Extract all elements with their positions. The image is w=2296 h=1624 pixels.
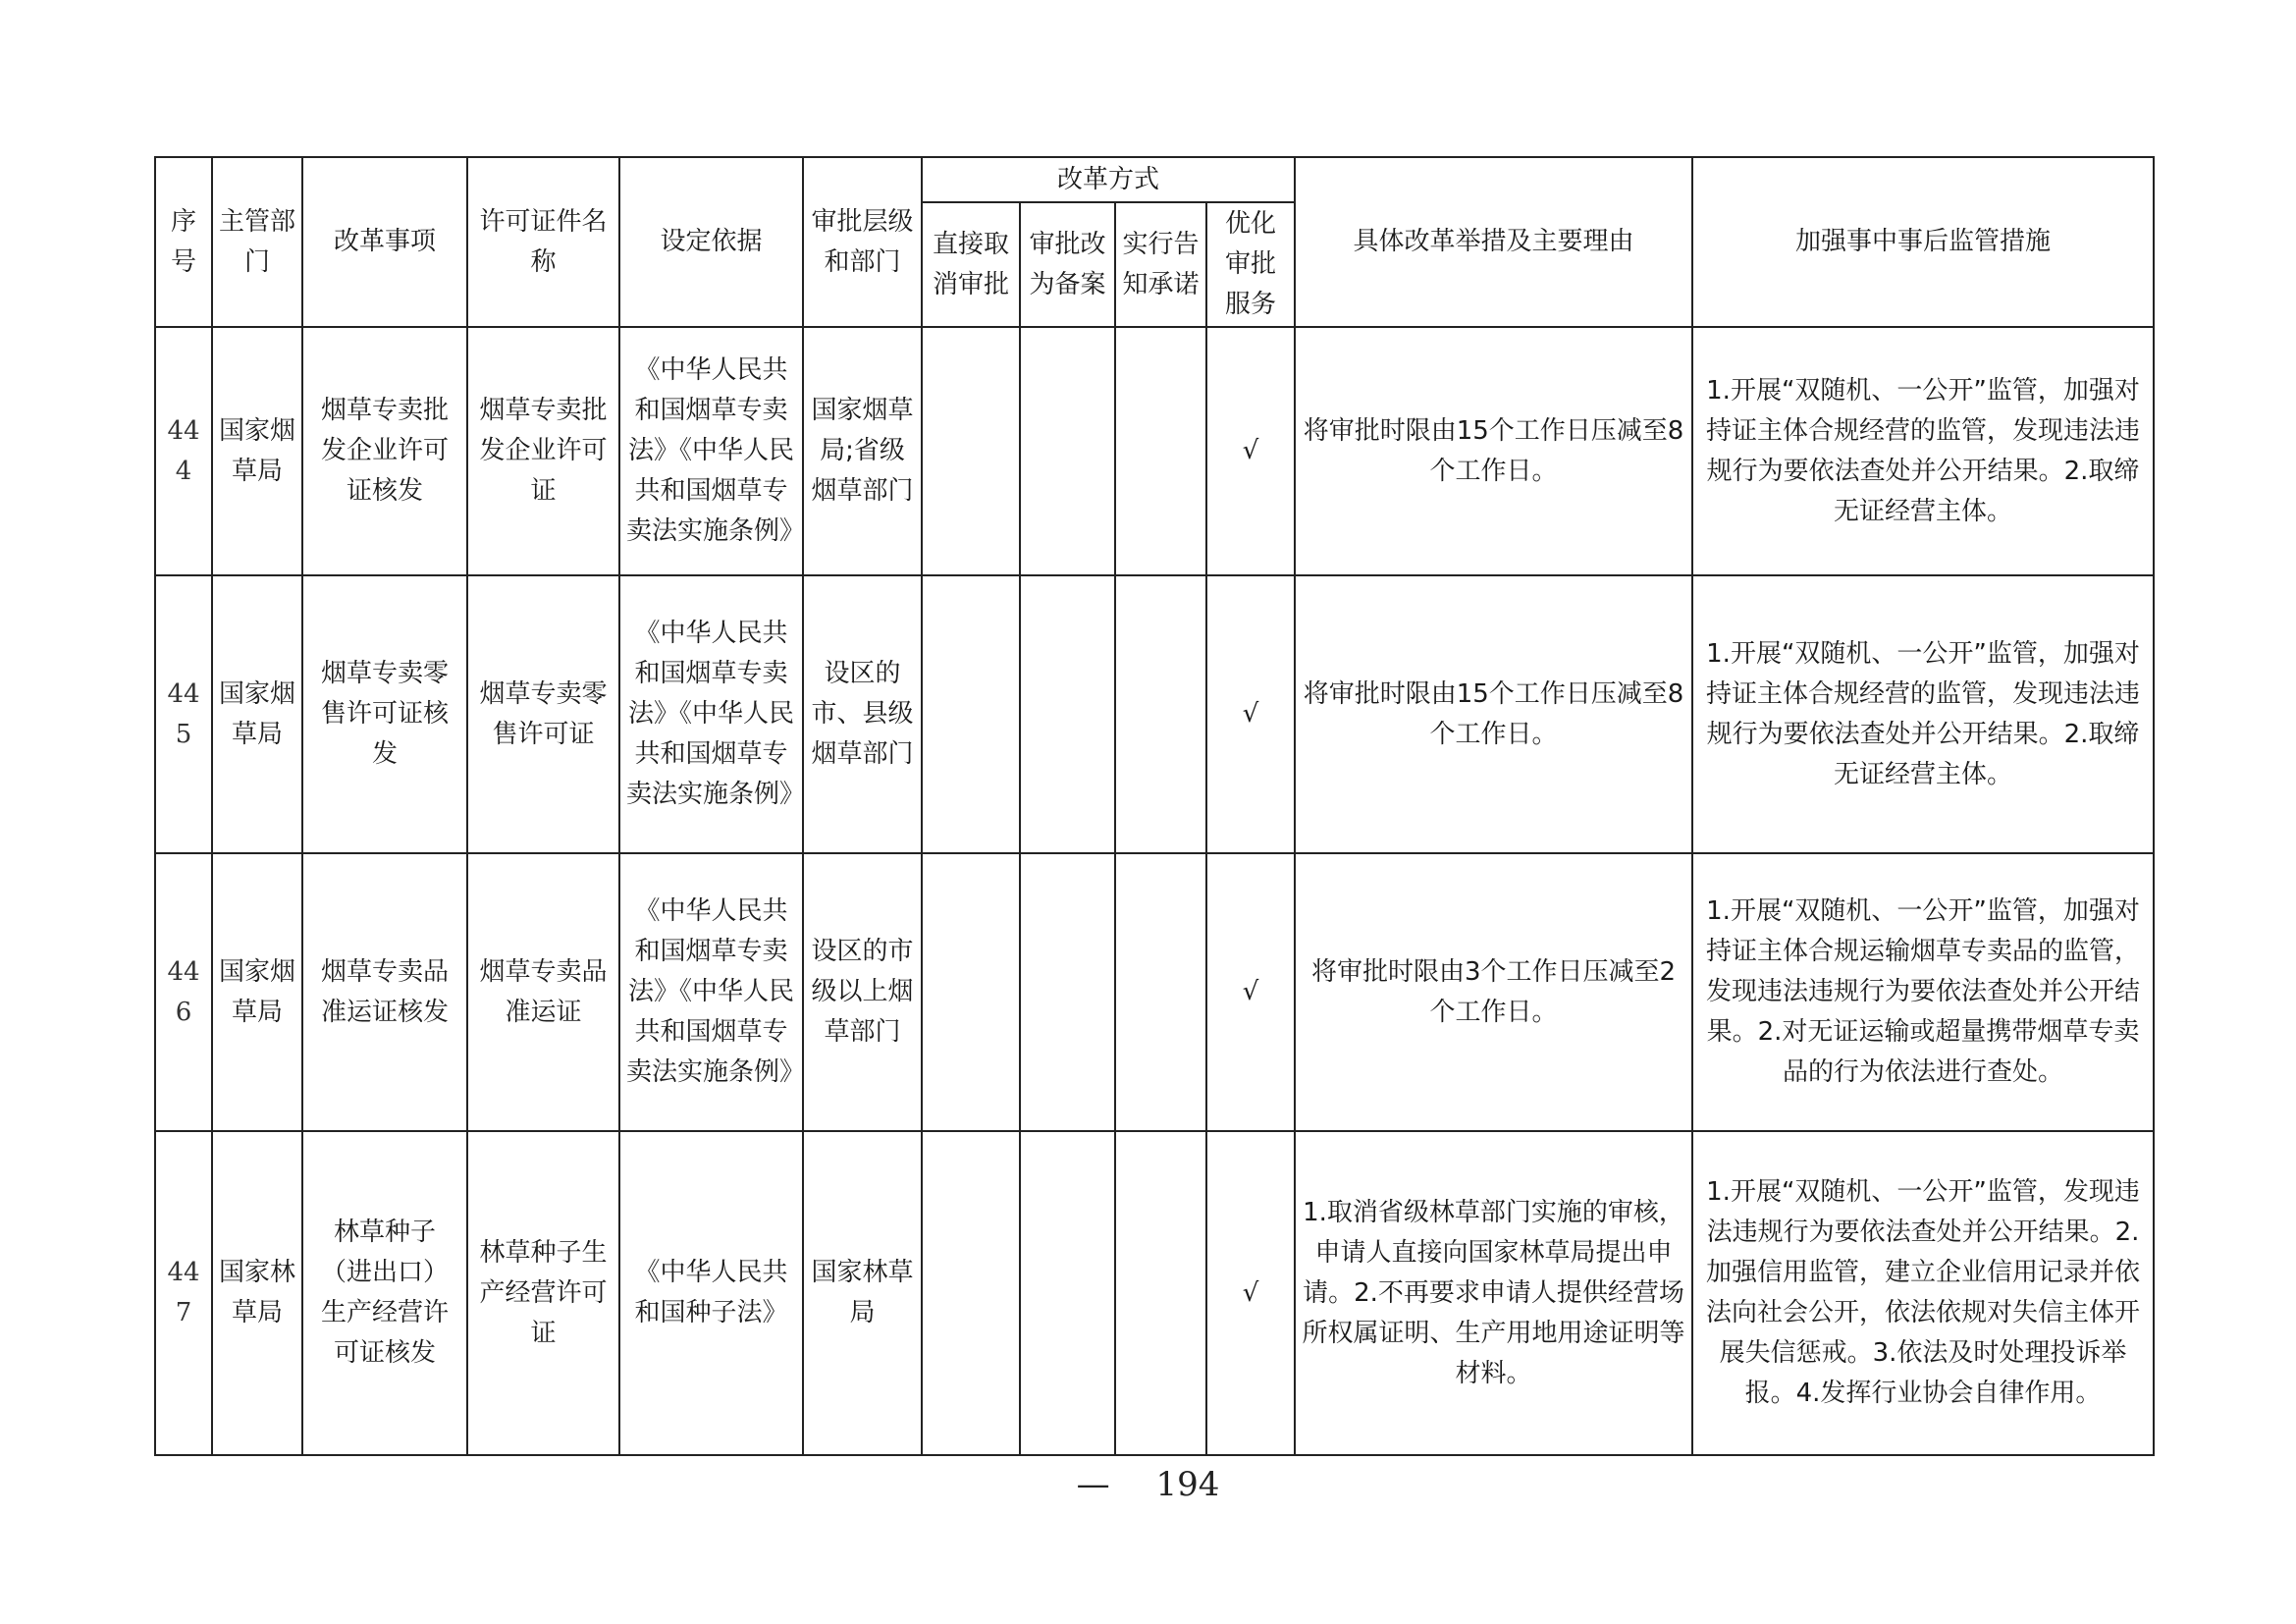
cell-license: 林草种子生产经营许可证 bbox=[467, 1131, 619, 1455]
cell-level: 国家烟草局;省级烟草部门 bbox=[803, 327, 922, 575]
cell-cancel bbox=[922, 327, 1020, 575]
header-supervision: 加强事中事后监管措施 bbox=[1692, 157, 2154, 327]
cell-basis: 《中华人民共和国烟草专卖法》《中华人民共和国烟草专卖法实施条例》 bbox=[619, 327, 803, 575]
page-number: 194 bbox=[1155, 1465, 1220, 1504]
cell-notify bbox=[1115, 327, 1206, 575]
header-method-notify: 实行告知承诺 bbox=[1115, 202, 1206, 327]
cell-record bbox=[1020, 575, 1115, 853]
reform-table bbox=[154, 156, 2155, 1456]
cell-license: 烟草专卖零售许可证 bbox=[467, 575, 619, 853]
cell-optimize-check: √ bbox=[1206, 327, 1295, 575]
header-basis: 设定依据 bbox=[619, 157, 803, 327]
cell-measures: 将审批时限由15个工作日压减至8个工作日。 bbox=[1295, 575, 1692, 853]
cell-measures: 将审批时限由3个工作日压减至2个工作日。 bbox=[1295, 853, 1692, 1131]
cell-basis: 《中华人民共和国烟草专卖法》《中华人民共和国烟草专卖法实施条例》 bbox=[619, 575, 803, 853]
cell-item: 烟草专卖批发企业许可证核发 bbox=[302, 327, 467, 575]
header-method-optimize: 优化审批服务 bbox=[1206, 202, 1295, 327]
cell-dept: 国家烟草局 bbox=[212, 853, 302, 1131]
cell-optimize-check: √ bbox=[1206, 853, 1295, 1131]
cell-cancel bbox=[922, 575, 1020, 853]
cell-dept: 国家烟草局 bbox=[212, 327, 302, 575]
cell-seq: 447 bbox=[155, 1131, 212, 1455]
cell-license: 烟草专卖批发企业许可证 bbox=[467, 327, 619, 575]
cell-item: 林草种子（进出口）生产经营许可证核发 bbox=[302, 1131, 467, 1455]
table-row bbox=[155, 853, 2154, 1131]
header-license: 许可证件名称 bbox=[467, 157, 619, 327]
cell-record bbox=[1020, 1131, 1115, 1455]
cell-supervision: 1.开展“双随机、一公开”监管，加强对持证主体合规经营的监管，发现违法违规行为要依法查处并公开结果。2.取缔无证经营主体。 bbox=[1692, 575, 2154, 853]
cell-notify bbox=[1115, 1131, 1206, 1455]
cell-seq: 444 bbox=[155, 327, 212, 575]
header-method-record: 审批改为备案 bbox=[1020, 202, 1115, 327]
footer-dash: — bbox=[1076, 1465, 1110, 1504]
table-row bbox=[155, 327, 2154, 575]
cell-cancel bbox=[922, 1131, 1020, 1455]
cell-supervision: 1.开展“双随机、一公开”监管，发现违法违规行为要依法查处并公开结果。2.加强信用监管，建立企业信用记录并依法向社会公开，依法依规对失信主体开展失信惩戒。3.依法及时处理投诉举报。4.发挥行业协会自律作用。 bbox=[1692, 1131, 2154, 1455]
cell-seq: 445 bbox=[155, 575, 212, 853]
cell-cancel bbox=[922, 853, 1020, 1131]
cell-basis: 《中华人民共和国烟草专卖法》《中华人民共和国烟草专卖法实施条例》 bbox=[619, 853, 803, 1131]
cell-measures: 将审批时限由15个工作日压减至8个工作日。 bbox=[1295, 327, 1692, 575]
header-dept: 主管部门 bbox=[212, 157, 302, 327]
cell-seq: 446 bbox=[155, 853, 212, 1131]
table-row bbox=[155, 1131, 2154, 1455]
cell-level: 设区的市、县级烟草部门 bbox=[803, 575, 922, 853]
cell-item: 烟草专卖零售许可证核发 bbox=[302, 575, 467, 853]
cell-basis: 《中华人民共和国种子法》 bbox=[619, 1131, 803, 1455]
cell-notify bbox=[1115, 853, 1206, 1131]
cell-optimize-check: √ bbox=[1206, 1131, 1295, 1455]
header-method-group: 改革方式 bbox=[922, 157, 1295, 202]
cell-level: 国家林草局 bbox=[803, 1131, 922, 1455]
cell-dept: 国家林草局 bbox=[212, 1131, 302, 1455]
cell-supervision: 1.开展“双随机、一公开”监管，加强对持证主体合规运输烟草专卖品的监管，发现违法违规行为要依法查处并公开结果。2.对无证运输或超量携带烟草专卖品的行为依法进行查处。 bbox=[1692, 853, 2154, 1131]
header-seq: 序号 bbox=[155, 157, 212, 327]
header-level: 审批层级和部门 bbox=[803, 157, 922, 327]
cell-record bbox=[1020, 327, 1115, 575]
cell-notify bbox=[1115, 575, 1206, 853]
cell-dept: 国家烟草局 bbox=[212, 575, 302, 853]
page-footer bbox=[0, 1465, 2296, 1504]
cell-measures: 1.取消省级林草部门实施的审核，申请人直接向国家林草局提出申请。2.不再要求申请人提供经营场所权属证明、生产用地用途证明等材料。 bbox=[1295, 1131, 1692, 1455]
header-item: 改革事项 bbox=[302, 157, 467, 327]
header-measures: 具体改革举措及主要理由 bbox=[1295, 157, 1692, 327]
cell-optimize-check: √ bbox=[1206, 575, 1295, 853]
table-row bbox=[155, 575, 2154, 853]
cell-item: 烟草专卖品准运证核发 bbox=[302, 853, 467, 1131]
cell-level: 设区的市级以上烟草部门 bbox=[803, 853, 922, 1131]
cell-license: 烟草专卖品准运证 bbox=[467, 853, 619, 1131]
header-method-cancel: 直接取消审批 bbox=[922, 202, 1020, 327]
cell-supervision: 1.开展“双随机、一公开”监管，加强对持证主体合规经营的监管，发现违法违规行为要依法查处并公开结果。2.取缔无证经营主体。 bbox=[1692, 327, 2154, 575]
cell-record bbox=[1020, 853, 1115, 1131]
